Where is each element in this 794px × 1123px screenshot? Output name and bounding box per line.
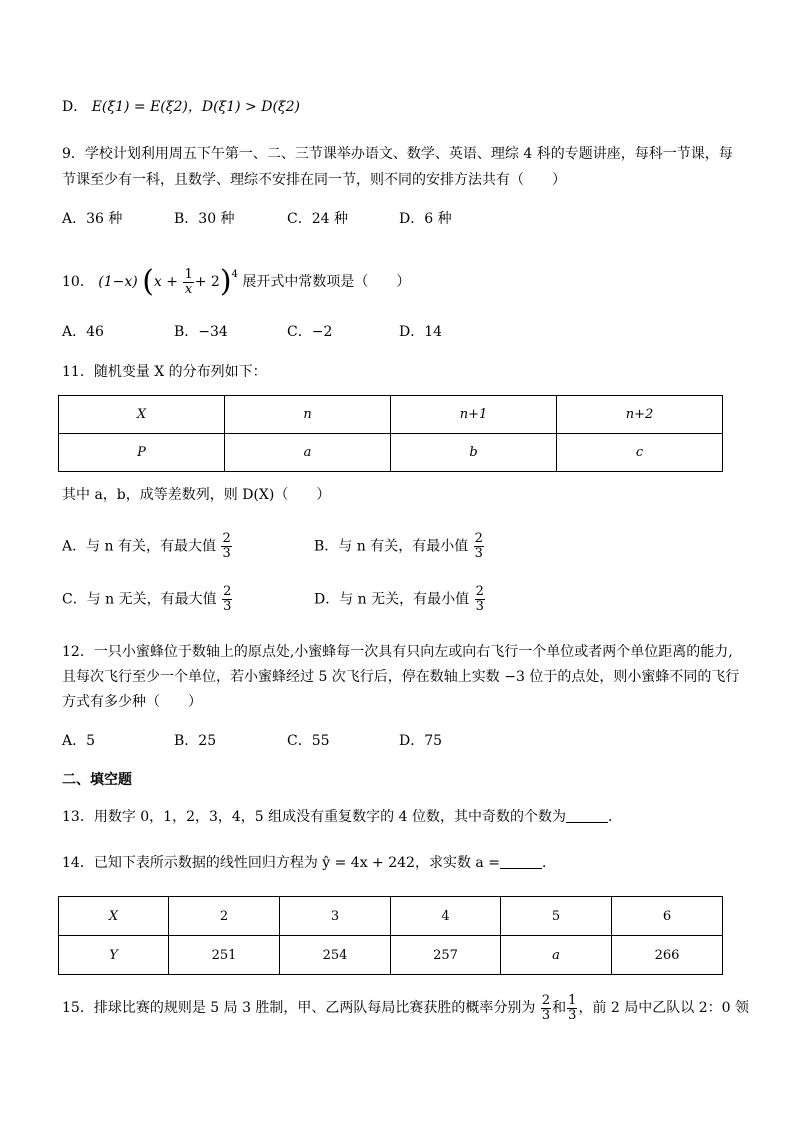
q10-x: x +	[153, 274, 178, 290]
q14-cell: 5	[501, 897, 612, 936]
q10-paren-open: (	[142, 264, 154, 299]
q11-cell: a	[225, 434, 391, 472]
q14-cell: 2	[169, 897, 280, 936]
q15-middle: 和	[552, 1000, 567, 1016]
q12-option-c: C．55	[287, 733, 330, 749]
q11-option-a-text: A．与 n 有关，有最大值	[62, 538, 217, 555]
q11-option-a-fraction	[221, 532, 231, 561]
q14-cell: X	[59, 897, 169, 936]
q11-option-c	[62, 585, 233, 614]
q11-option-b-num: 2	[474, 531, 483, 546]
q14-table-header-row	[59, 897, 723, 936]
q12-line3: 方式有多少种（ ）	[62, 694, 202, 710]
q13-answer-blank[interactable]	[566, 808, 608, 823]
q11-option-d-den: 3	[475, 599, 484, 614]
q10-text: 展开式中常数项是（ ）	[242, 274, 411, 290]
q9-line2: 节课至少有一科，且数学、理综不安排在同一节，则不同的安排方法共有（ ）	[62, 172, 566, 188]
q14-text: 14．已知下表所示数据的线性回归方程为 ŷ = 4x + 242，求实数 a =	[62, 855, 500, 871]
q15-frac2-num: 1	[568, 992, 577, 1008]
q11-option-a	[62, 532, 233, 561]
q11-option-c-text: C．与 n 无关，有最大值	[62, 591, 217, 608]
q11-table	[58, 395, 723, 472]
q10-frac-num: 1	[184, 266, 193, 282]
q11-cell: c	[557, 434, 723, 472]
q15-frac1-num: 2	[541, 992, 551, 1008]
section-title: 二、填空题	[62, 772, 132, 788]
q8-option-d-label: D．	[62, 99, 88, 115]
q9-option-d: D．6 种	[399, 211, 452, 227]
q14-cell: 251	[169, 936, 280, 975]
q11-option-b-den: 3	[474, 546, 483, 561]
q10-exponent: 4	[231, 269, 238, 280]
q9-line1: 9．学校计划利用周五下午第一、二、三节课举办语文、数学、英语、理综 4 科的专题讲座，每科一节课，每	[62, 146, 733, 162]
q11-option-a-den: 3	[222, 546, 231, 561]
q11-intro: 11．随机变量 X 的分布列如下：	[62, 364, 267, 380]
q14-end: ．	[541, 855, 556, 871]
q11-table-row	[59, 434, 723, 472]
q8-option-d	[62, 98, 300, 116]
q11-cell: X	[59, 396, 225, 434]
q10-expr-left: (1−x)	[98, 274, 138, 290]
q13-text: 13．用数字 0，1，2，3，4，5 组成没有重复数字的 4 位数，其中奇数的个数为	[62, 809, 566, 825]
q11-option-d-num: 2	[475, 584, 484, 599]
q8-option-d-expr: E(ξ1) = E(ξ2)，D(ξ1) > D(ξ2)	[91, 99, 301, 115]
q9-option-b: B．30 种	[174, 211, 235, 227]
q9-option-c: C．24 种	[287, 211, 348, 227]
q10-option-c: C．−2	[287, 324, 333, 340]
q15-stem	[62, 990, 749, 1026]
q14-cell: a	[501, 936, 612, 975]
q14-cell: 4	[391, 897, 501, 936]
q9-option-a: A．36 种	[62, 211, 123, 227]
q11-condition: 其中 a，b，成等差数列，则 D(X)（ ）	[62, 487, 331, 503]
q13-stem	[62, 808, 622, 826]
q10-option-d: D．14	[399, 324, 443, 340]
q11-cell: n	[225, 396, 391, 434]
q11-table-header-row	[59, 396, 723, 434]
q14-cell: 254	[280, 936, 391, 975]
q14-cell: 257	[391, 936, 501, 975]
q12-option-b: B．25	[174, 733, 217, 749]
q11-option-b	[314, 532, 485, 561]
q10-fraction	[183, 268, 193, 297]
q10-frac-den: x	[184, 281, 193, 297]
q15-fraction-1	[541, 994, 551, 1023]
q11-option-d-fraction	[475, 585, 485, 614]
q12-option-a: A．5	[62, 733, 96, 749]
q13-end: ．	[607, 809, 622, 825]
q10-option-a: A．46	[62, 324, 104, 340]
q10-plus-two: + 2	[194, 274, 220, 290]
q15-fraction-2	[567, 994, 577, 1023]
q11-cell: n+2	[557, 396, 723, 434]
q11-option-a-num: 2	[222, 531, 231, 546]
q14-cell: 3	[280, 897, 391, 936]
q10-option-b: B．−34	[174, 324, 228, 340]
q15-frac1-den: 3	[541, 1007, 551, 1023]
q11-option-c-num: 2	[223, 584, 232, 599]
q11-cell: n+1	[391, 396, 557, 434]
q14-cell: 6	[612, 897, 723, 936]
q14-table	[58, 896, 723, 975]
q12-option-d: D．75	[399, 733, 443, 749]
q14-stem	[62, 854, 556, 872]
q15-frac2-den: 3	[568, 1007, 577, 1023]
q11-cell: P	[59, 434, 225, 472]
q11-cell: b	[391, 434, 557, 472]
q10-paren-close: )	[219, 264, 232, 299]
q11-option-d-text: D．与 n 无关，有最小值	[314, 591, 470, 608]
q15-text-before: 15．排球比赛的规则是 5 局 3 胜制，甲、乙两队每局比赛获胜的概率分别为	[62, 1000, 536, 1016]
q14-table-row	[59, 936, 723, 975]
q11-option-d	[314, 585, 486, 614]
q14-answer-blank[interactable]	[500, 854, 542, 869]
q11-option-b-fraction	[474, 532, 484, 561]
q15-text-after: ，前 2 局中乙队以 2：0 领	[578, 1000, 749, 1016]
q10-stem	[62, 257, 410, 300]
q14-cell: 266	[612, 936, 723, 975]
q12-line1: 12．一只小蜜蜂位于数轴上的原点处,小蜜蜂每一次具有只向左或向右飞行一个单位或者两个单位距离的能力,	[62, 644, 733, 660]
q12-line2: 且每次飞行至少一个单位，若小蜜蜂经过 5 次飞行后，停在数轴上实数 −3 位于的点处，则小蜜蜂不同的飞行	[62, 669, 740, 685]
q11-option-c-den: 3	[223, 599, 232, 614]
q11-option-b-text: B．与 n 有关，有最小值	[314, 538, 469, 555]
q10-number: 10．	[62, 274, 94, 290]
q11-option-c-fraction	[222, 585, 232, 614]
q14-cell: Y	[59, 936, 169, 975]
